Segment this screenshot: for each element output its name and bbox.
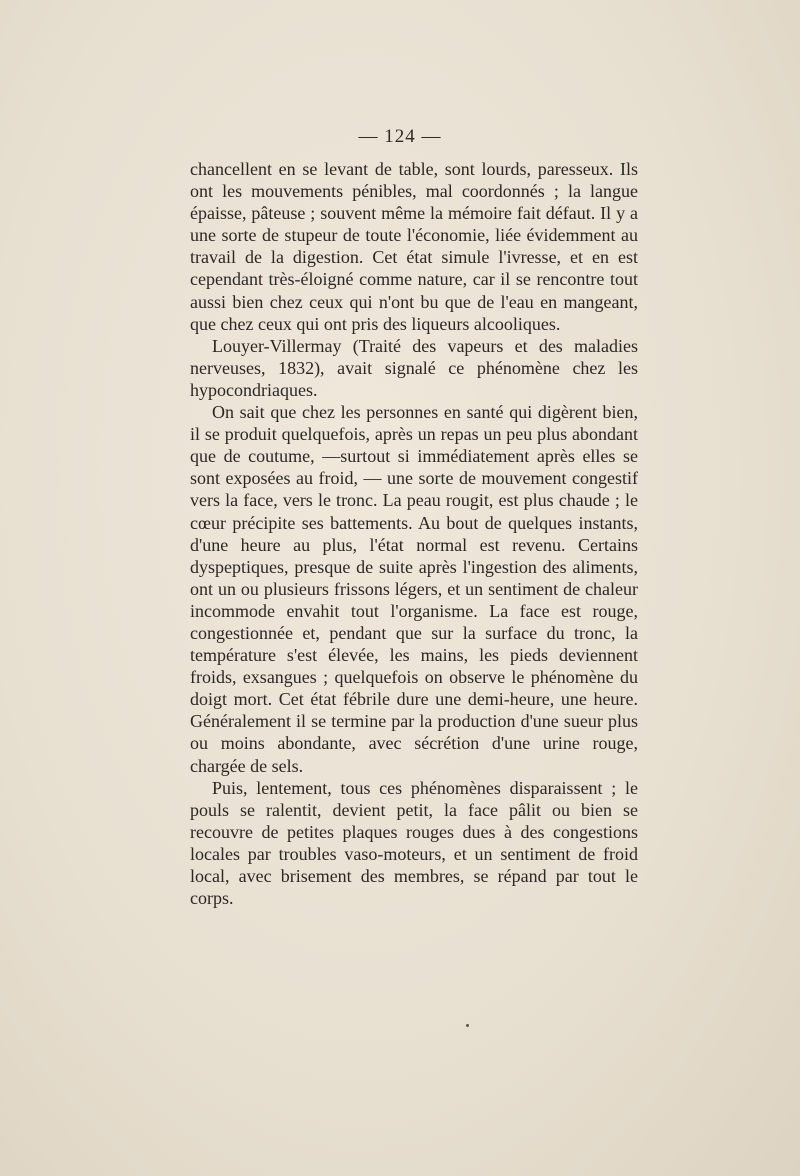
paragraph-3: On sait que chez les personnes en santé qui digèrent bien, il se produit quelquefois, après un repas un peu plus abondant que de coutume, —surtout si immédiatement après elles se sont exposées au froid, — une sorte de mouvement congestif vers la face, vers le tronc. La peau rougit, est plus chaude ; le cœur précipite ses battements. Au bout de quelques instants, d'une heure au plus, l'état normal est revenu. Certains dyspeptiques, presque de suite après l'ingestion des aliments, ont un ou plusieurs frissons légers, et un sentiment de chaleur incommode envahit tout l'organisme. La face est rouge, congestionnée et, pendant que sur la surface du tronc, la température s'est élevée, les mains, les pieds deviennent froids, exsangues ; quelquefois on observe le phénomène du doigt mort. Cet état fébrile dure une demi-heure, une heure. Généralement il se termine par la production d'une sueur plus ou moins abondante, avec sécrétion d'une urine rouge, chargée de sels. [190,402,638,776]
page-number: — 124 — [358,126,442,147]
paragraph-2: Louyer-Villermay (Traité des vapeurs et des maladies nerveuses, 1832), avait signalé ce phénomène chez les hypocondriaques. [190,335,638,400]
paragraph-4: Puis, lentement, tous ces phénomènes disparaissent ; le pouls se ralentit, devient petit, la face pâlit ou bien se recouvre de petites plaques rouges dues à des congestions locales par troubles vaso-moteurs, et un sentiment de froid local, avec brisement des membres, se répand par tout le corps. [190,777,638,909]
body-text [190,158,638,909]
paragraph-1: chancellent en se levant de table, sont lourds, paresseux. Ils ont les mouvements pénibles, mal coordonnés ; la langue épaisse, pâteuse ; souvent même la mémoire fait défaut. Il y a une sorte de stupeur de toute l'économie, liée évidemment au travail de la digestion. Cet état simule l'ivresse, et en est cependant très-éloigné comme nature, car il se rencontre tout aussi bien chez ceux qui n'ont bu que de l'eau en mangeant, que chez ceux qui ont pris des liqueurs alcooliques. [190,159,638,334]
ink-speck [466,1024,469,1027]
